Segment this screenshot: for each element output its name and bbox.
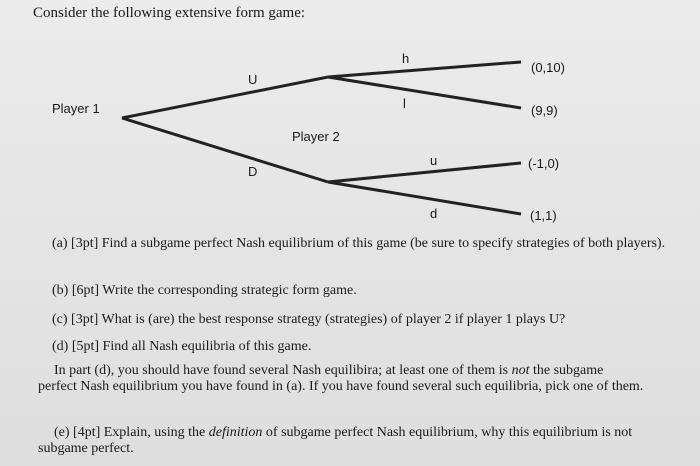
edge-l — [328, 77, 521, 108]
action-d-label: d — [430, 206, 438, 221]
note-not-emphasis: not — [511, 363, 530, 378]
payoff-hU: (0,10) — [531, 60, 565, 75]
player1-label: Player 1 — [52, 101, 100, 116]
edge-d — [328, 182, 521, 214]
question-d: (d) [5pt] Find all Nash equilibria of this game. — [52, 339, 312, 354]
payoff-dD: (1,1) — [530, 208, 557, 223]
edge-u — [328, 163, 521, 182]
action-u-label: u — [430, 153, 438, 168]
note-line1-end: the subgame — [533, 363, 604, 378]
action-U-label: U — [248, 72, 258, 87]
question-b: (b) [6pt] Write the corresponding strategic form game. — [52, 283, 357, 298]
edge-h — [328, 62, 521, 77]
action-h-label: h — [402, 51, 410, 66]
action-D-label: D — [248, 164, 258, 179]
question-e-definition: definition — [208, 425, 263, 440]
payoff-lU: (9,9) — [531, 103, 558, 118]
edge-U — [122, 77, 328, 118]
game-tree-diagram — [0, 0, 700, 230]
payoff-uD: (-1,0) — [528, 156, 560, 171]
note-line1-text: In part (d), you should have found several Nash equilibira; at least one of them is — [54, 363, 509, 378]
note-rest: perfect Nash equilibrium you have found in (a). If you have found several such equilibria, pick one of them. — [38, 379, 644, 394]
action-l-label: l — [403, 96, 406, 111]
note-line1 — [54, 363, 603, 379]
edge-D — [122, 118, 328, 182]
question-c: (c) [3pt] What is (are) the best response strategy (strategies) of player 2 if player 1 plays U? — [52, 312, 566, 327]
question-e-end: of subgame perfect Nash equilibrium, why this equilibrium is not subgame perfect. — [38, 425, 633, 456]
intro-text: Consider the following extensive form game: — [33, 5, 306, 21]
player2-label: Player 2 — [292, 129, 340, 144]
question-e-start: (e) [4pt] Explain, using the — [54, 425, 206, 440]
question-e — [38, 425, 666, 457]
question-a: (a) [3pt] Find a subgame perfect Nash equilibrium of this game (be sure to specify strategies of both players). — [52, 236, 666, 251]
